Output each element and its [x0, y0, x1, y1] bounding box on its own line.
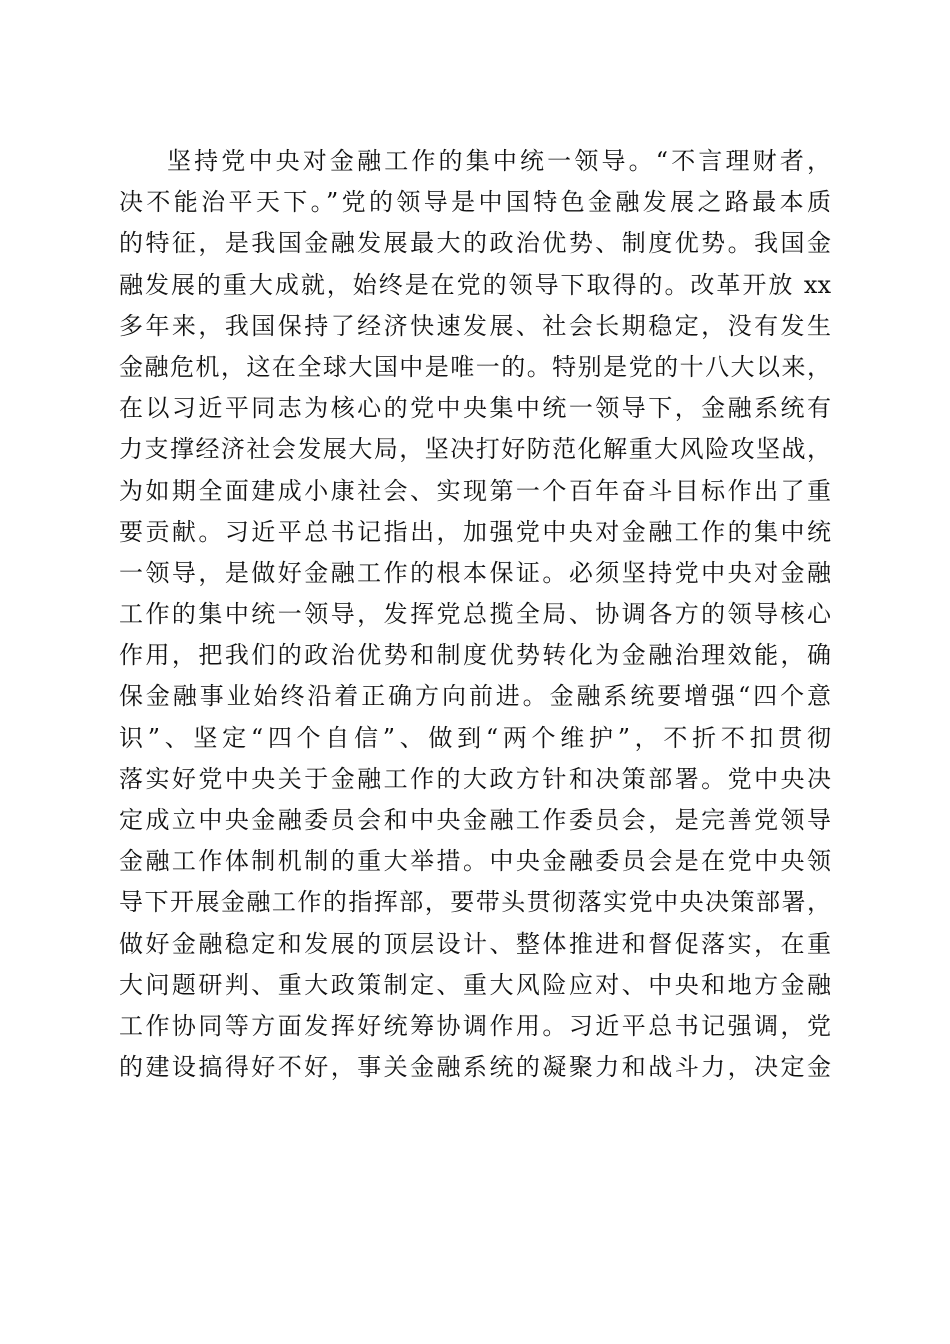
- paragraph-line: 多年来，我国保持了经济快速发展、社会长期稳定，没有发生: [119, 311, 831, 340]
- paragraph-line: 落实好党中央关于金融工作的大政方针和决策部署。党中央决: [119, 764, 831, 793]
- paragraph-line: 决不能治平天下。”党的领导是中国特色金融发展之路最本质: [119, 188, 831, 217]
- paragraph-line: 保金融事业始终沿着正确方向前进。金融系统要增强“四个意: [119, 682, 831, 711]
- body-paragraph: [119, 141, 831, 1088]
- paragraph-line: 在以习近平同志为核心的党中央集中统一领导下，金融系统有: [119, 394, 831, 423]
- paragraph-line: 要贡献。习近平总书记指出，加强党中央对金融工作的集中统: [119, 517, 831, 546]
- paragraph-line: 大问题研判、重大政策制定、重大风险应对、中央和地方金融: [119, 970, 831, 999]
- paragraph-line: 导下开展金融工作的指挥部，要带头贯彻落实党中央决策部署，: [119, 888, 831, 917]
- paragraph-line: 坚持党中央对金融工作的集中统一领导。“不言理财者，: [167, 147, 831, 175]
- paragraph-line: 力支撑经济社会发展大局，坚决打好防范化解重大风险攻坚战，: [119, 435, 831, 464]
- paragraph-line: 作用，把我们的政治优势和制度优势转化为金融治理效能，确: [119, 641, 831, 670]
- paragraph-line: 融发展的重大成就，始终是在党的领导下取得的。改革开放 xx: [119, 270, 831, 299]
- paragraph-line: 识”、坚定“四个自信”、做到“两个维护”，不折不扣贯彻: [119, 723, 831, 752]
- paragraph-line: 工作协同等方面发挥好统筹协调作用。习近平总书记强调，党: [119, 1011, 831, 1040]
- paragraph-line: 定成立中央金融委员会和中央金融工作委员会，是完善党领导: [119, 806, 831, 834]
- paragraph-line: 为如期全面建成小康社会、实现第一个百年奋斗目标作出了重: [119, 476, 831, 505]
- paragraph-line: 金融工作体制机制的重大举措。中央金融委员会是在党中央领: [119, 847, 831, 876]
- paragraph-line: 的建设搞得好不好，事关金融系统的凝聚力和战斗力，决定金: [119, 1053, 831, 1082]
- paragraph-line: 一领导，是做好金融工作的根本保证。必须坚持党中央对金融: [119, 558, 831, 587]
- paragraph-line: 的特征，是我国金融发展最大的政治优势、制度优势。我国金: [119, 229, 831, 258]
- paragraph-line: 金融危机，这在全球大国中是唯一的。特别是党的十八大以来，: [119, 352, 831, 381]
- paragraph-line: 工作的集中统一领导，发挥党总揽全局、协调各方的领导核心: [119, 600, 831, 629]
- paragraph-line: 做好金融稳定和发展的顶层设计、整体推进和督促落实，在重: [119, 929, 831, 958]
